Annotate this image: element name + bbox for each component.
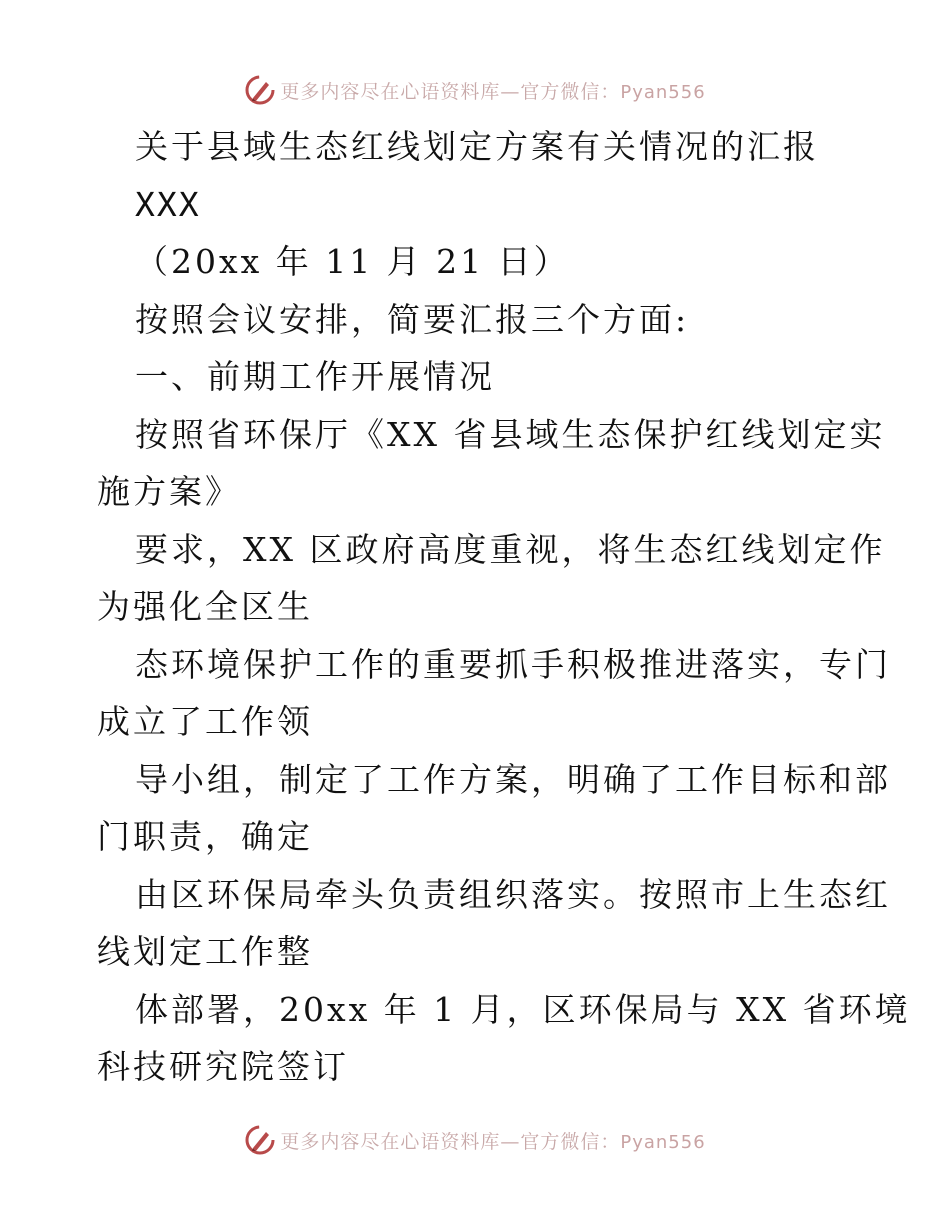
doc-paragraph-line: 门职责，确定 (97, 817, 313, 856)
doc-paragraph-line: 要求，XX 区政府高度重视，将生态红线划定作 (135, 529, 886, 569)
watermark-text: 更多内容尽在心语资料库—官方微信： (280, 1130, 621, 1153)
doc-date: （20xx 年 11 月 21 日） (135, 242, 570, 281)
doc-author: XXX (135, 184, 201, 224)
doc-paragraph-line: 施方案》 (97, 472, 241, 511)
watermark-wechat: Pyan556 (620, 1131, 706, 1153)
doc-paragraph-line: 体部署，20xx 年 1 月，区环保局与 XX 省环境 (135, 989, 911, 1029)
section-heading: 一、前期工作开展情况 (135, 357, 495, 396)
pen-logo-icon (244, 1124, 276, 1156)
doc-paragraph-line: 为强化全区生 (97, 587, 313, 626)
doc-paragraph-line: 导小组，制定了工作方案，明确了工作目标和部 (135, 759, 891, 799)
doc-paragraph-line: 由区环保局牵头负责组织落实。按照市上生态红 (135, 874, 891, 914)
doc-paragraph-line: 按照省环保厅《XX 省县域生态保护红线划定实 (135, 414, 886, 454)
header-watermark (0, 70, 950, 110)
document-body (97, 118, 911, 1096)
doc-paragraph-line: 科技研究院签订 (97, 1047, 349, 1086)
doc-paragraph-line: 成立了工作领 (97, 702, 313, 741)
doc-paragraph-line: 态环境保护工作的重要抓手积极推进落实，专门 (135, 644, 891, 684)
footer-watermark (0, 1120, 950, 1160)
pen-logo-icon (244, 74, 276, 106)
doc-title: 关于县域生态红线划定方案有关情况的汇报 (135, 127, 819, 166)
watermark-text: 更多内容尽在心语资料库—官方微信： (280, 80, 621, 103)
doc-paragraph-line: 线划定工作整 (97, 932, 313, 971)
doc-paragraph-line: 按照会议安排，简要汇报三个方面: (135, 299, 690, 339)
watermark-wechat: Pyan556 (620, 81, 706, 103)
